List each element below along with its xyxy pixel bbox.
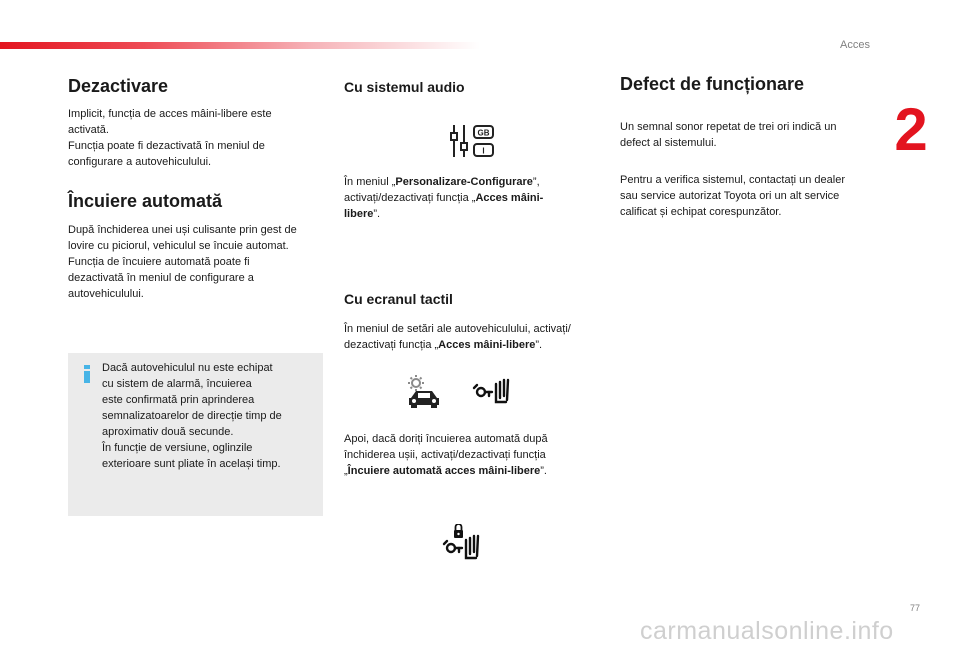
text-line: Funcția poate fi dezactivată în meniul de (68, 140, 265, 152)
auto-lock-instructions: Apoi, dacă doriți încuierea automată după închiderea ușii, activați/dezactivați funcția „Încuiere automată acces mâini-libere”. (344, 433, 548, 477)
text-line: Implicit, funcția de acces mâini-libere este (68, 108, 272, 120)
text-line: Dacă autovehiculul nu este echipat (102, 362, 273, 374)
text-line: Un semnal sonor repetat de trei ori indică un (620, 121, 837, 133)
text-line: După închiderea unei uși culisante prin gest de (68, 224, 297, 236)
text-line: sau service autorizat Toyota ori un alt service (620, 190, 840, 202)
info-box (68, 353, 323, 516)
text-line: este confirmată prin aprinderea (102, 394, 255, 406)
chapter-number: 2 (894, 96, 928, 163)
right-column (620, 74, 880, 220)
text-line: semnalizatoarelor de direcție timp de (102, 410, 282, 422)
info-text (102, 360, 314, 472)
svg-text:GB: GB (477, 128, 490, 138)
text-line: În funcție de versiune, oglinzile (102, 442, 253, 454)
section-title-deactivation: Dezactivare (68, 76, 169, 96)
section-title-malfunction: Defect de funcționare (620, 74, 805, 94)
audio-settings-icon (450, 123, 496, 159)
text-line: dezactivată în meniul de configurare a (68, 272, 254, 284)
middle-column (344, 76, 594, 596)
text-line: Funcția de încuiere automată poate fi (68, 256, 250, 268)
text-line: lovire cu piciorul, vehiculul se încuie automat. (68, 240, 289, 252)
page-number: 77 (909, 603, 920, 613)
left-column (68, 76, 326, 302)
text-line: aproximativ două secunde. (102, 426, 234, 438)
text-line: Pentru a verifica sistemul, contactați un dealer (620, 174, 846, 186)
text-line: calificat și echipat corespunzător. (620, 206, 782, 218)
malfunction-text-1 (620, 119, 880, 151)
text-line: exterioare sunt pliate în același timp. (102, 458, 281, 470)
text-line: cu sistem de alarmă, încuierea (102, 378, 252, 390)
text-line: autovehiculului. (68, 288, 144, 300)
chapter-color-bar (0, 42, 480, 49)
chapter-name: Acces (840, 39, 870, 51)
text-line: configurare a autovehiculului. (68, 156, 212, 168)
section-title-touchscreen: Cu ecranul tactil (344, 291, 453, 307)
section-title-audio: Cu sistemul audio (344, 79, 465, 95)
svg-text:I: I (482, 146, 485, 156)
touchscreen-instructions: În meniul de setări ale autovehiculului, activați/ dezactivați funcția „Acces mâini-libere”. (344, 323, 571, 351)
vehicle-settings-icon (406, 374, 442, 408)
text-line: activată. (68, 124, 109, 136)
auto-lock-text (68, 222, 326, 302)
hands-free-access-icon (472, 376, 514, 408)
deactivation-text (68, 106, 326, 170)
malfunction-text-2 (620, 172, 880, 220)
section-title-auto-lock: Încuiere automată (68, 191, 223, 211)
text-line: defect al sistemului. (620, 137, 717, 149)
watermark: carmanualsonline.info (640, 617, 894, 645)
info-icon (81, 365, 93, 383)
audio-instructions: În meniul „Personalizare-Configurare”, activați/dezactivați funcția „Acces mâini- libere”. (344, 176, 544, 220)
hands-free-auto-lock-icon (442, 524, 486, 562)
